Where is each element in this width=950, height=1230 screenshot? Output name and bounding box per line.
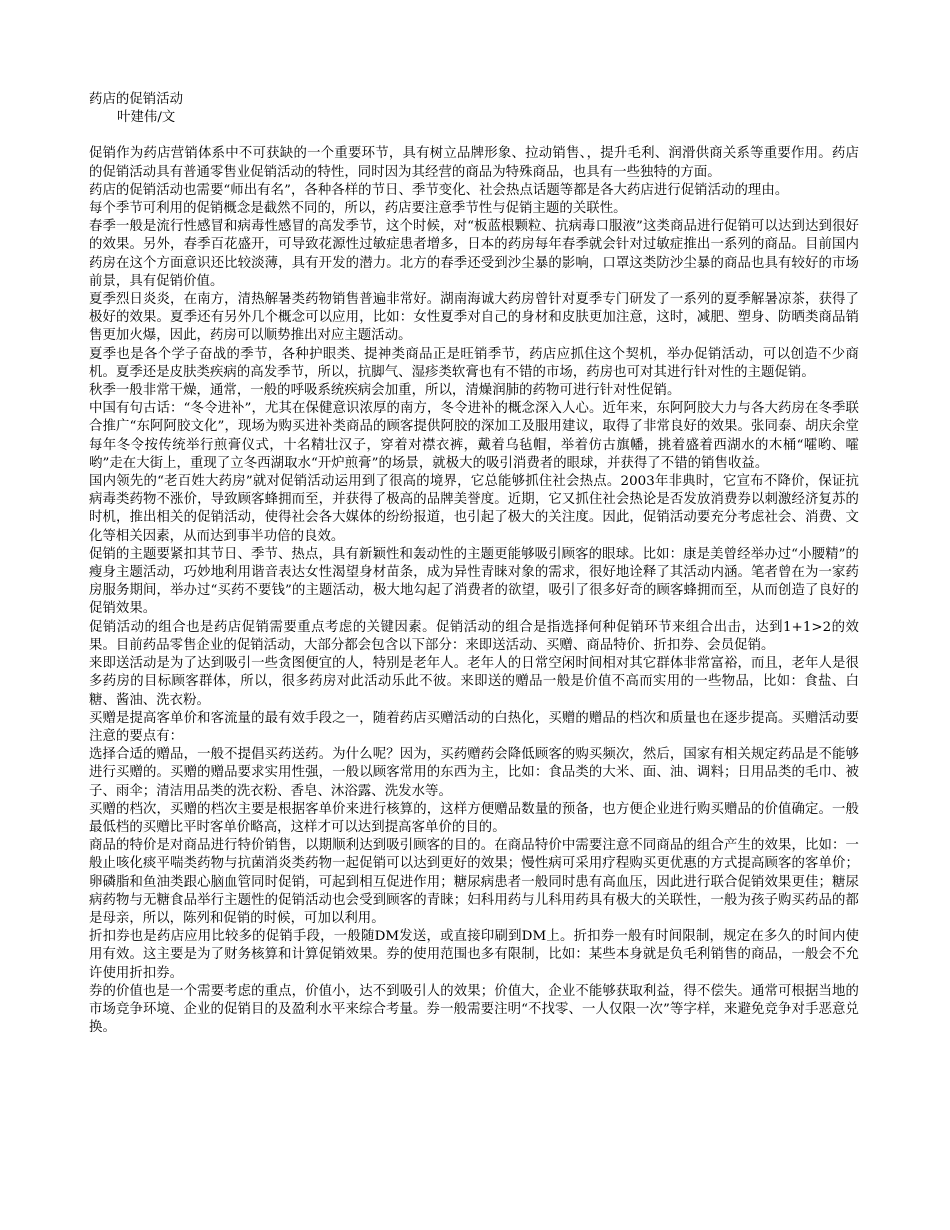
paragraph-11: 促销活动的组合也是药店促销需要重点考虑的关键因素。促销活动的组合是指选择何种促销环节来组合出击，达到1+1>2的效果。目前药品零售企业的促销活动，大部分都会包含以下部分：来即送活动、买赠、商品特价、折扣券、会员促销。: [89, 619, 859, 653]
paragraph-16: 商品的特价是对商品进行特价销售，以期顺利达到吸引顾客的目的。在商品特价中需要注意不同商品的组合产生的效果，比如：一般止咳化痰平喘类药物与抗菌消炎类药物一起促销可以达到更好的效果；慢性病可采用疗程购买更优惠的方式提高顾客的客单价；卵磷脂和鱼油类跟心脑血管同时促销，可起到相互促进作用；糖尿病患者一般同时患有高血压，因此进行联合促销效果更佳；糖尿病药物与无糖食品举行主题性的促销活动也会受到顾客的青睐；妇科用药与儿科用药具有极大的关联性，一般为孩子购买药品的都是母亲，所以，陈列和促销的时候，可加以利用。: [89, 838, 859, 926]
paragraph-7: 秋季一般非常干燥，通常，一般的呼吸系统疾病会加重，所以，清燥润肺的药物可进行针对性促销。: [89, 383, 681, 399]
paragraph-3: 每个季节可利用的促销概念是截然不同的，所以，药店要注意季节性与促销主题的关联性。: [89, 201, 627, 217]
spacer: [89, 127, 859, 145]
paragraph-4: 春季一般是流行性感冒和病毒性感冒的高发季节，这个时候，对“板蓝根颗粒、抗病毒口服液”这类商品进行促销可以达到达到很好的效果。另外，春季百花盛开，可导致花源性过敏症患者增多，日本的药房每年春季就会针对过敏症推出一系列的商品。目前国内药房在这个方面意识还比较淡薄，具有开发的潜力。北方的春季还受到沙尘暴的影响，口罩这类防沙尘暴的商品也具有较好的市场前景，具有促销价值。: [89, 219, 859, 289]
paragraph-18: 券的价值也是一个需要考虑的重点，价值小，达不到吸引人的效果；价值大，企业不能够获取利益，得不偿失。通常可根据当地的市场竞争环境、企业的促销目的及盈利水平来综合考量。券一般需要注明“不找零、一人仅限一次”等字样，来避免竞争对手恶意兑换。: [89, 983, 859, 1036]
paragraph-8: 中国有句古话：“冬令进补”，尤其在保健意识浓厚的南方，冬令进补的概念深入人心。近年来，东阿阿胶大力与各大药房在冬季联合推广“东阿阿胶文化”，现场为购买进补类商品的顾客提供阿胶的深加工及服用建议，取得了非常良好的效果。张同泰、胡庆余堂每年冬令按传统举行煎膏仪式，十名精壮汉子，穿着对襟衣裤，戴着乌毡帽，举着仿古旗幡，挑着盛着西湖水的木桶“嚯哟、嚯哟”走在大街上，重现了立冬西湖取水“开炉煎膏”的场景，就极大的吸引消费者的眼球，并获得了不错的销售收益。: [89, 401, 859, 471]
paragraph-2: 药店的促销活动也需要“师出有名”，各种各样的节日、季节变化、社会热点话题等都是各大药店进行促销活动的理由。: [89, 182, 789, 198]
paragraph-13: 买赠是提高客单价和客流量的最有效手段之一，随着药店买赠活动的白热化，买赠的赠品的档次和质量也在逐步提高。买赠活动要注意的要点有：: [89, 710, 859, 744]
article-author: 叶建伟/文: [117, 110, 176, 126]
paragraph-15: 买赠的档次，买赠的档次主要是根据客单价来进行核算的，这样方便赠品数量的预备，也方便企业进行购买赠品的价值确定。一般最低档的买赠比平时客单价略高，这样才可以达到提高客单价的目的。: [89, 801, 859, 835]
paragraph-12: 来即送活动是为了达到吸引一些贪图便宜的人，特别是老年人。老年人的日常空闲时间相对其它群体非常富裕，而且，老年人是很多药房的目标顾客群体，所以，很多药房对此活动乐此不彼。来即送的赠品一般是价值不高而实用的一些物品，比如：食盐、白糖、酱油、洗衣粉。: [89, 656, 859, 708]
paragraph-6: 夏季也是各个学子奋战的季节，各种护眼类、提神类商品正是旺销季节，药店应抓住这个契机，举办促销活动，可以创造不少商机。夏季还是皮肤类疾病的高发季节，所以，抗脚气、湿疹类软膏也有不错的市场，药房也可对其进行针对性的主题促销。: [89, 346, 859, 380]
paragraph-10: 促销的主题要紧扣其节日、季节、热点，具有新颖性和轰动性的主题更能够吸引顾客的眼球。比如：康是美曾经举办过“小腰精”的瘦身主题活动，巧妙地利用谐音表达女性渴望身材苗条，成为异性青睐对象的需求，很好地诠释了其活动内涵。笔者曾在为一家药房服务期间，举办过“买药不要钱”的主题活动，极大地勾起了消费者的欲望，吸引了很多好奇的顾客蜂拥而至，从而创造了良好的促销效果。: [89, 546, 859, 617]
paragraph-17: 折扣券也是药店应用比较多的促销手段，一般随DM发送，或直接印刷到DM上。折扣券一般有时间限制，规定在多久的时间内使用有效。这主要是为了财务核算和计算促销效果。券的使用范围也多有限制，比如：某些本身就是负毛利销售的商品，一般会不允许使用折扣券。: [89, 929, 859, 981]
paragraph-1: 促销作为药店营销体系中不可获缺的一个重要环节，具有树立品牌形象、拉动销售、，提升毛利、润滑供商关系等重要作用。药店的促销活动具有普通零售业促销活动的特性，同时因为其经营的商品为特殊商品，也具有一些独特的方面。: [89, 146, 859, 180]
paragraph-9: 国内领先的“老百姓大药房”就对促销活动运用到了很高的境界，它总能够抓住社会热点。2003年非典时，它宣布不降价，保证抗病毒类药物不涨价，导致顾客蜂拥而至，并获得了极高的品牌美誉度。近期，它又抓住社会热论是否发放消费券以刺激经济复苏的时机，推出相关的促销活动，使得社会各大媒体的纷纷报道，也引起了极大的关注度。因此，促销活动要充分考虑社会、消费、文化等相关因素，从而达到事半功倍的良效。: [89, 474, 859, 544]
article: [89, 91, 859, 1037]
paragraph-14: 选择合适的赠品，一般不提倡买药送药。为什么呢？因为，买药赠药会降低顾客的购买频次，然后，国家有相关规定药品是不能够进行买赠的。买赠的赠品要求实用性强，一般以顾客常用的东西为主，比如：食品类的大米、面、油、调料；日用品类的毛巾、被子、雨伞；清洁用品类的洗衣粉、香皂、沐浴露、洗发水等。: [89, 747, 859, 799]
paragraph-5: 夏季烈日炎炎，在南方，清热解暑类药物销售普遍非常好。湖南海诚大药房曾针对夏季专门研发了一系列的夏季解暑凉茶，获得了极好的效果。夏季还有另外几个概念可以应用，比如：女性夏季对自己的身材和皮肤更加注意，这时，减肥、塑身、防晒类商品销售更加火爆，因此，药房可以顺势推出对应主题活动。: [89, 292, 859, 344]
article-title: 药店的促销活动: [89, 92, 184, 107]
